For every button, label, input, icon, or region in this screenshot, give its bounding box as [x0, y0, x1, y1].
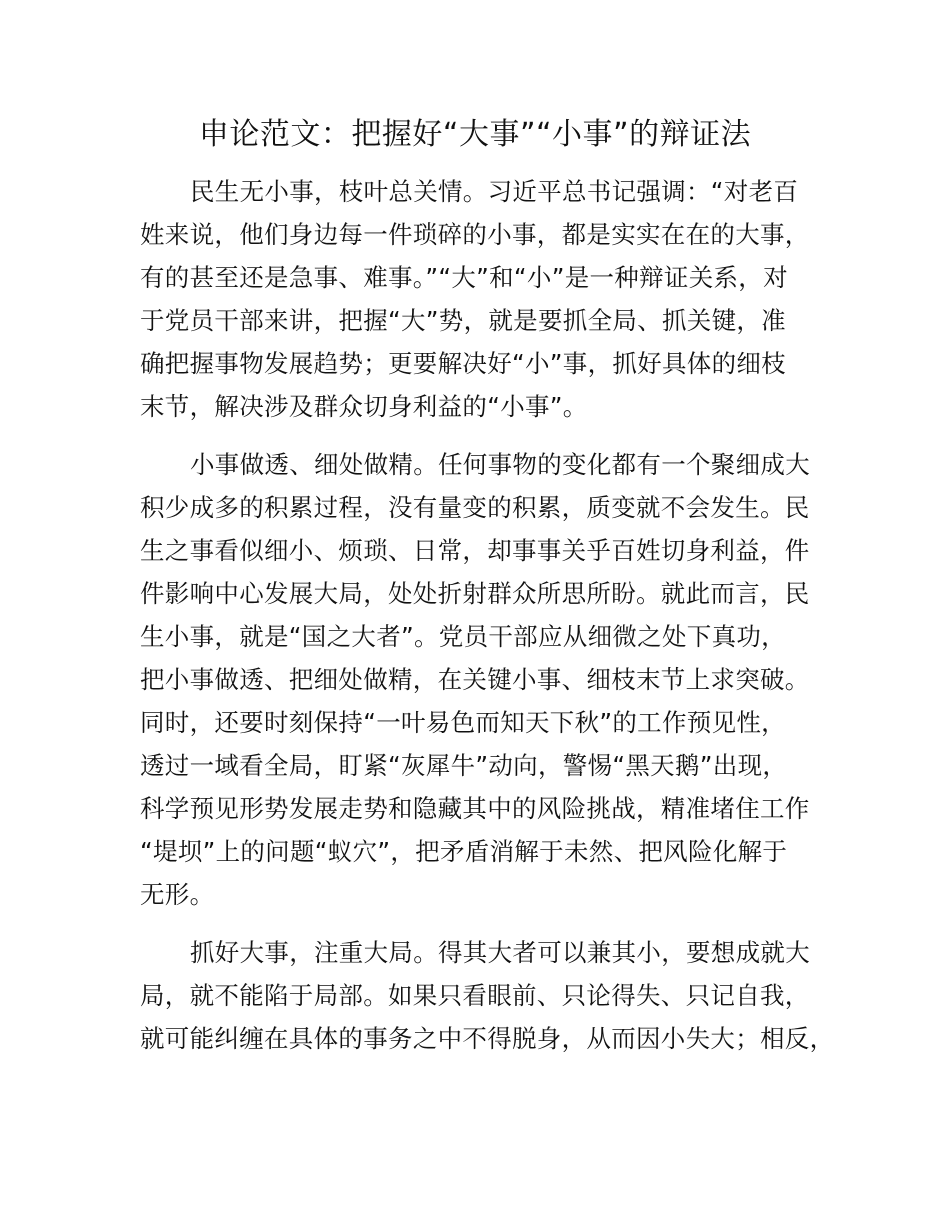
text-line: 末节，解决涉及群众切身利益的“小事”。 — [140, 392, 588, 421]
text-line: 科学预见形势发展走势和隐藏其中的风险挑战，精准堵住工作 — [140, 794, 810, 823]
text-line: 件影响中心发展大局，处处折射群众所思所盼。就此而言，民 — [140, 579, 810, 608]
text-line: 同时，还要时刻保持“一叶易色而知天下秋”的工作预见性， — [140, 708, 786, 737]
text-line: 透过一域看全局，盯紧“灰犀牛”动向，警惕“黑天鹅”出现， — [140, 751, 788, 780]
text-line: 民生无小事，枝叶总关情。习近平总书记强调：“对老百 — [190, 177, 799, 206]
text-line: 生小事，就是“国之大者”。党员干部应从细微之处下真功， — [140, 622, 786, 651]
document-body — [140, 170, 835, 1075]
text-line: 局，就不能陷于局部。如果只看眼前、只论得失、只记自我， — [140, 981, 810, 1010]
paragraph-2 — [140, 443, 830, 916]
text-line: 姓来说，他们身边每一件琐碎的小事，都是实实在在的大事， — [140, 220, 810, 249]
text-line: 抓好大事，注重大局。得其大者可以兼其小，要想成就大 — [190, 938, 810, 967]
text-line: “堤坝”上的问题“蚁穴”，把矛盾消解于未然、把风险化解于 — [140, 837, 788, 866]
text-line: 生之事看似细小、烦琐、日常，却事事关乎百姓切身利益，件 — [140, 536, 810, 565]
paragraph-3 — [140, 931, 835, 1060]
text-line: 无形。 — [140, 880, 215, 909]
text-line: 积少成多的积累过程，没有量变的积累，质变就不会发生。民 — [140, 493, 810, 522]
text-line: 就可能纠缠在具体的事务之中不得脱身，从而因小失大；相反， — [140, 1024, 835, 1053]
text-line: 小事做透、细处做精。任何事物的变化都有一个聚细成大 — [190, 450, 810, 479]
text-line: 确把握事物发展趋势；更要解决好“小”事，抓好具体的细枝 — [140, 349, 786, 378]
text-line: 有的甚至还是急事、难事。”“大”和“小”是一种辩证关系，对 — [140, 263, 788, 292]
text-line: 把小事做透、把细处做精，在关键小事、细枝末节上求突破。 — [140, 665, 810, 694]
document-title: 申论范文：把握好“大事”“小事”的辩证法 — [198, 117, 752, 152]
paragraph-1 — [140, 170, 830, 428]
text-line: 于党员干部来讲，把握“大”势，就是要抓全局、抓关键，准 — [140, 306, 786, 335]
